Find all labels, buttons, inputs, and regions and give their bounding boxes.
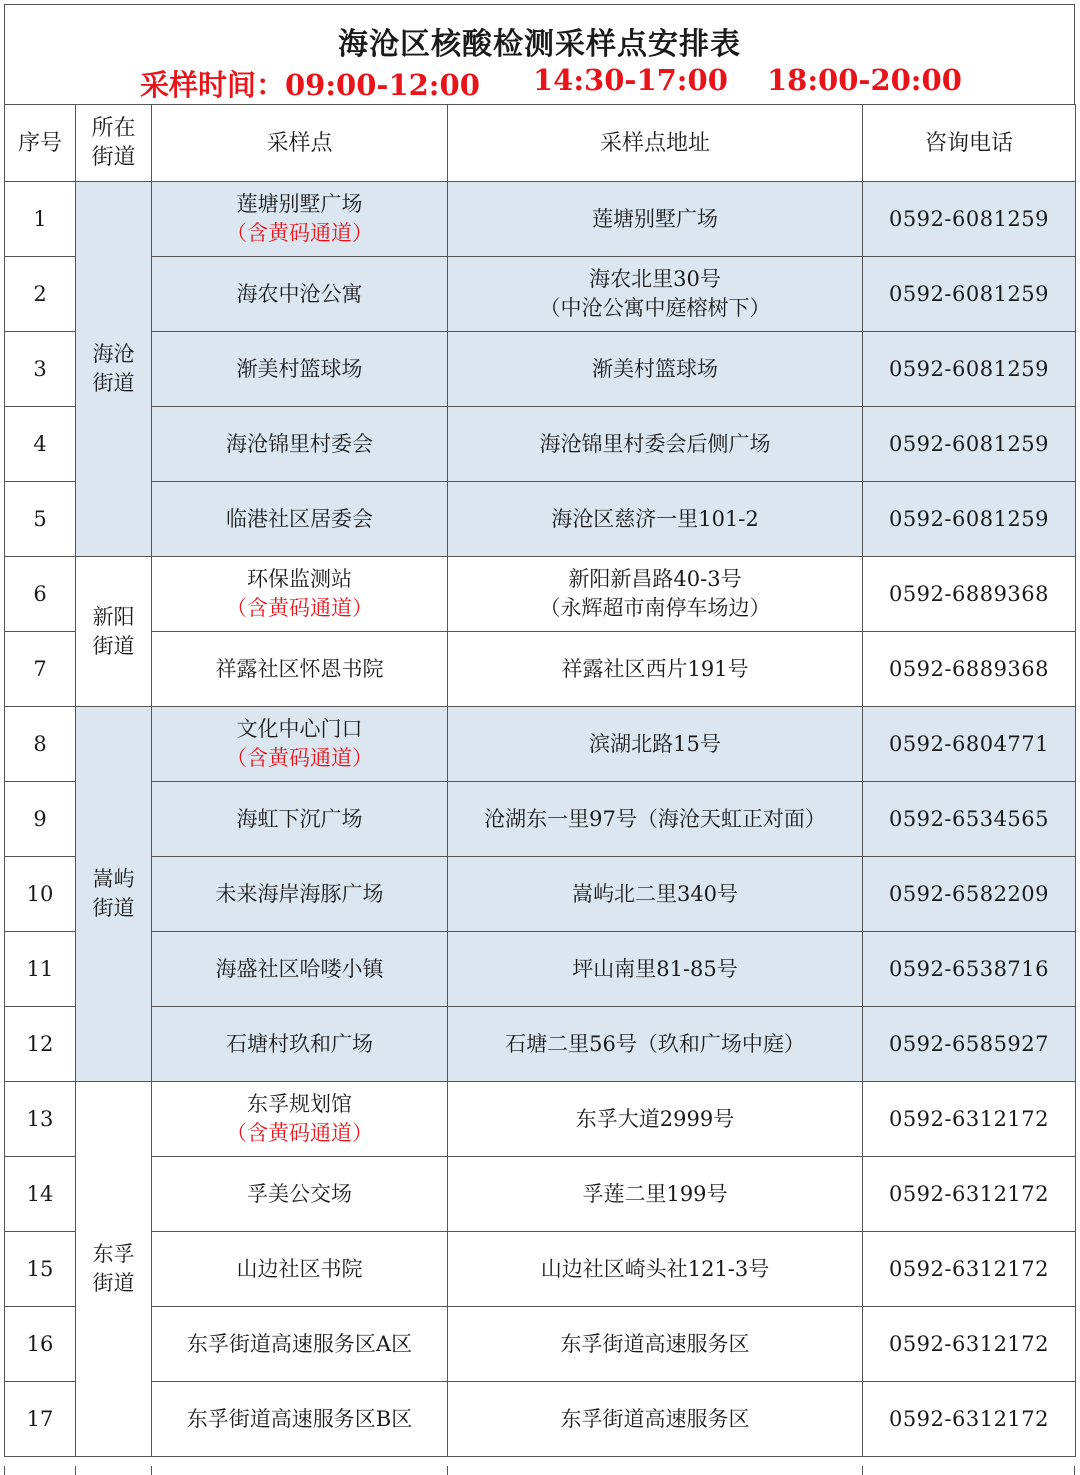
sampling-time-morning: 采样时间：09:00-12:00 [140, 68, 480, 102]
street-cell [76, 707, 152, 1082]
phone-number: 0592-6538716 [863, 932, 1076, 1007]
address-cell [448, 407, 863, 482]
site-name: 文化中心门口 [236, 717, 363, 741]
site-name: 孚美公交场 [247, 1181, 352, 1206]
address-cell [448, 632, 863, 707]
site-cell [152, 632, 448, 707]
address-cell [448, 1382, 863, 1457]
header-street [76, 105, 152, 182]
page-title: 海沧区核酸检测采样点安排表 [338, 27, 741, 62]
site-name: 未来海岸海豚广场 [215, 881, 384, 906]
phone-number: 0592-6312172 [863, 1157, 1076, 1232]
street-name: 嵩屿街道 [92, 867, 135, 920]
row-index: 7 [5, 632, 76, 707]
row-index: 9 [5, 782, 76, 857]
table-row [5, 182, 1076, 257]
header-phone: 咨询电话 [863, 105, 1076, 182]
phone-number: 0592-6312172 [863, 1232, 1076, 1307]
site-cell [152, 857, 448, 932]
site-name: 东孚街道高速服务区A区 [186, 1331, 413, 1356]
sampling-time-afternoon: 14:30-17:00 [533, 63, 728, 97]
sampling-site-table [4, 104, 1076, 1457]
address-line: 嵩屿北二里340号 [571, 881, 739, 906]
address-line: 东孚街道高速服务区 [560, 1331, 750, 1356]
site-name: 海虹下沉广场 [236, 806, 363, 831]
address-line: 石塘二里56号（玖和广场中庭） [505, 1031, 805, 1056]
address-line: （中沧公寓中庭榕树下） [539, 296, 771, 320]
header-site: 采样点 [152, 105, 448, 182]
table-row [5, 782, 1076, 857]
site-cell [152, 182, 448, 257]
row-index: 13 [5, 1082, 76, 1157]
table-body [5, 182, 1076, 1457]
address-line: 东孚街道高速服务区 [560, 1406, 750, 1431]
site-cell [152, 1157, 448, 1232]
table-row [5, 482, 1076, 557]
phone-number: 0592-6312172 [863, 1382, 1076, 1457]
site-name: 海农中沧公寓 [236, 281, 363, 306]
street-cell [76, 182, 152, 557]
table-row [5, 1007, 1076, 1082]
row-index: 17 [5, 1382, 76, 1457]
header-index: 序号 [5, 105, 76, 182]
header-street-text: 所在街道 [91, 116, 136, 170]
table-row [5, 1382, 1076, 1457]
address-line: 孚莲二里199号 [582, 1181, 728, 1206]
header-address: 采样点地址 [448, 105, 863, 182]
address-line: 海农北里30号 [589, 267, 721, 291]
table-header-row [5, 105, 1076, 182]
table-row [5, 1307, 1076, 1382]
row-index: 12 [5, 1007, 76, 1082]
site-cell [152, 482, 448, 557]
street-name: 海沧街道 [92, 342, 135, 395]
address-cell [448, 1232, 863, 1307]
row-index: 3 [5, 332, 76, 407]
row-index: 2 [5, 257, 76, 332]
table-continuation [4, 1466, 1075, 1475]
phone-number: 0592-6081259 [863, 332, 1076, 407]
address-line: 海沧区慈济一里101-2 [551, 506, 759, 531]
continuation-line [447, 1466, 448, 1475]
site-name: 海沧锦里村委会 [226, 431, 373, 456]
street-cell [76, 1082, 152, 1457]
site-cell [152, 707, 448, 782]
address-line: 东孚大道2999号 [575, 1106, 735, 1131]
phone-number: 0592-6081259 [863, 257, 1076, 332]
row-index: 11 [5, 932, 76, 1007]
site-name: 东孚街道高速服务区B区 [186, 1406, 413, 1431]
address-cell [448, 1082, 863, 1157]
yellow-code-note: （含黄码通道） [226, 596, 373, 620]
phone-number: 0592-6582209 [863, 857, 1076, 932]
continuation-line [4, 1466, 5, 1475]
yellow-code-note: （含黄码通道） [226, 1121, 373, 1145]
site-cell [152, 332, 448, 407]
sampling-time-evening: 18:00-20:00 [767, 63, 962, 97]
address-cell [448, 1157, 863, 1232]
address-cell [448, 332, 863, 407]
address-line: 渐美村篮球场 [592, 356, 718, 381]
site-name: 东孚规划馆 [247, 1092, 352, 1116]
street-name: 东孚街道 [92, 1242, 135, 1295]
table-row [5, 1157, 1076, 1232]
address-cell [448, 1007, 863, 1082]
yellow-code-note: （含黄码通道） [226, 746, 373, 770]
row-index: 8 [5, 707, 76, 782]
site-cell [152, 1232, 448, 1307]
phone-number: 0592-6312172 [863, 1307, 1076, 1382]
table-row [5, 557, 1076, 632]
site-cell [152, 1082, 448, 1157]
phone-number: 0592-6081259 [863, 182, 1076, 257]
continuation-line [75, 1466, 76, 1475]
site-name: 临港社区居委会 [226, 506, 373, 531]
site-name: 环保监测站 [247, 567, 352, 591]
site-name: 渐美村篮球场 [236, 356, 363, 381]
table-row [5, 1232, 1076, 1307]
site-name: 海盛社区哈喽小镇 [215, 956, 384, 981]
address-cell [448, 482, 863, 557]
table-row [5, 1082, 1076, 1157]
address-line: 新阳新昌路40-3号 [568, 567, 742, 591]
row-index: 5 [5, 482, 76, 557]
phone-number: 0592-6585927 [863, 1007, 1076, 1082]
site-cell [152, 1382, 448, 1457]
site-cell [152, 782, 448, 857]
row-index: 6 [5, 557, 76, 632]
address-cell [448, 707, 863, 782]
row-index: 10 [5, 857, 76, 932]
table-row [5, 332, 1076, 407]
address-line: 莲塘别墅广场 [592, 206, 718, 231]
address-line: 山边社区崎头社121-3号 [540, 1256, 770, 1281]
address-line: 海沧锦里村委会后侧广场 [539, 431, 771, 456]
address-cell [448, 932, 863, 1007]
site-name: 祥露社区怀恩书院 [215, 656, 384, 681]
site-name: 山边社区书院 [236, 1256, 363, 1281]
street-cell [76, 557, 152, 707]
row-index: 15 [5, 1232, 76, 1307]
table-row [5, 857, 1076, 932]
address-cell [448, 1307, 863, 1382]
title-block [4, 4, 1075, 104]
phone-number: 0592-6889368 [863, 557, 1076, 632]
table-row [5, 932, 1076, 1007]
address-cell [448, 857, 863, 932]
site-cell [152, 257, 448, 332]
row-index: 14 [5, 1157, 76, 1232]
site-cell [152, 1307, 448, 1382]
continuation-line [151, 1466, 152, 1475]
address-line: 坪山南里81-85号 [572, 956, 738, 981]
address-line: 祥露社区西片191号 [561, 656, 749, 681]
row-index: 16 [5, 1307, 76, 1382]
table-row [5, 707, 1076, 782]
site-name: 莲塘别墅广场 [236, 192, 363, 216]
address-line: 沧湖东一里97号（海沧天虹正对面） [484, 806, 826, 831]
phone-number: 0592-6534565 [863, 782, 1076, 857]
row-index: 4 [5, 407, 76, 482]
phone-number: 0592-6804771 [863, 707, 1076, 782]
street-name: 新阳街道 [92, 604, 135, 658]
site-cell [152, 932, 448, 1007]
address-cell [448, 782, 863, 857]
continuation-line [862, 1466, 863, 1475]
address-line: 滨湖北路15号 [589, 731, 721, 756]
site-name: 石塘村玖和广场 [226, 1031, 373, 1056]
address-cell [448, 257, 863, 332]
phone-number: 0592-6081259 [863, 407, 1076, 482]
phone-number: 0592-6081259 [863, 482, 1076, 557]
address-cell [448, 557, 863, 632]
site-cell [152, 407, 448, 482]
continuation-line [1074, 1466, 1075, 1475]
table-row [5, 257, 1076, 332]
phone-number: 0592-6312172 [863, 1082, 1076, 1157]
table-row [5, 632, 1076, 707]
site-cell [152, 1007, 448, 1082]
yellow-code-note: （含黄码通道） [226, 221, 373, 245]
table-row [5, 407, 1076, 482]
row-index: 1 [5, 182, 76, 257]
phone-number: 0592-6889368 [863, 632, 1076, 707]
address-cell [448, 182, 863, 257]
address-line: （永辉超市南停车场边） [539, 596, 771, 620]
site-cell [152, 557, 448, 632]
